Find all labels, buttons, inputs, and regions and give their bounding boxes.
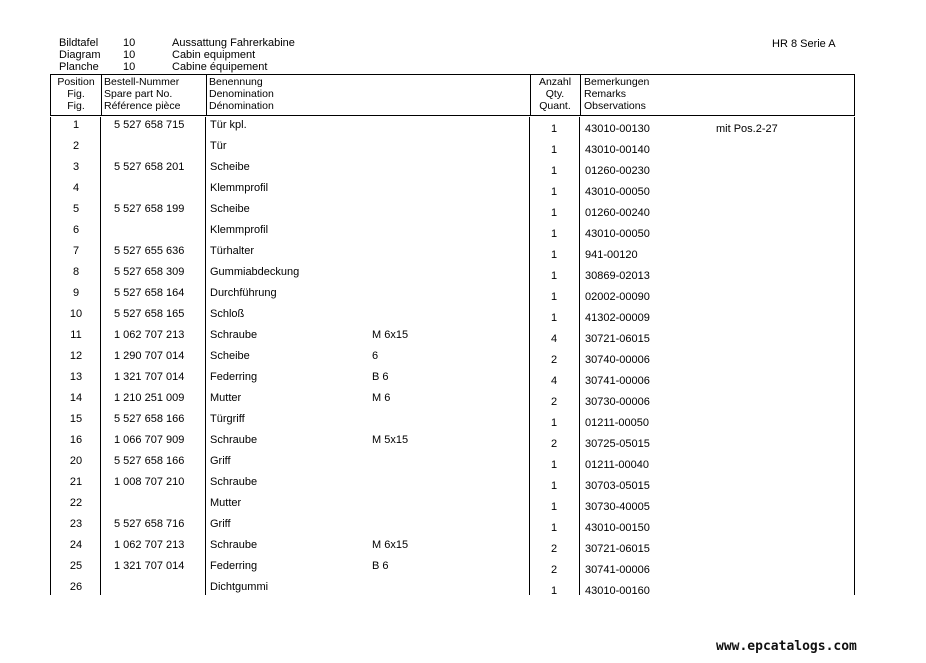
row-part-number: 5 527 658 166 — [114, 455, 185, 467]
row-qty: 1 — [550, 123, 558, 135]
row-name: Tür — [210, 140, 227, 152]
col-position-fr: Fig. — [67, 100, 85, 112]
col-name-en: Denomination — [209, 88, 274, 100]
table-row — [50, 497, 856, 517]
row-position: 2 — [72, 140, 80, 152]
row-remark: 30721-06015 — [585, 543, 650, 555]
row-note: mit Pos.2-27 — [716, 123, 778, 135]
header-title: Aussattung Fahrerkabine — [172, 37, 295, 49]
row-position: 11 — [70, 329, 82, 341]
row-position: 21 — [69, 476, 83, 488]
table-row — [50, 119, 856, 139]
row-position: 25 — [69, 560, 83, 572]
row-part-number: 5 527 658 164 — [114, 287, 185, 299]
col-part-number — [104, 75, 204, 115]
row-remark: 43010-00150 — [585, 522, 650, 534]
row-remark: 02002-00090 — [585, 291, 650, 303]
header-number: 10 — [123, 61, 136, 73]
row-position: 4 — [72, 182, 80, 194]
col-position — [51, 75, 101, 115]
table-row — [50, 539, 856, 559]
row-name: Schraube — [210, 539, 258, 551]
row-position: 20 — [69, 455, 83, 467]
col-remarks-en: Remarks — [584, 88, 627, 100]
header-label: Planche — [59, 61, 99, 73]
row-name: Durchführung — [210, 287, 277, 299]
col-quantity — [533, 75, 577, 115]
table-row — [50, 581, 856, 601]
table-row — [50, 329, 856, 349]
col-part-de: Bestell-Nummer — [104, 76, 180, 88]
row-position: 12 — [69, 350, 83, 362]
row-part-number: 1 008 707 210 — [114, 476, 185, 488]
row-remark: 30730-40005 — [585, 501, 650, 513]
row-remark: 941-00120 — [585, 249, 638, 261]
row-position: 10 — [69, 308, 83, 320]
col-qty-de: Anzahl — [538, 76, 572, 88]
table-row — [50, 392, 856, 412]
row-name: Dichtgummi — [210, 581, 269, 593]
header-label: Bildtafel — [59, 37, 99, 49]
row-qty: 1 — [550, 480, 558, 492]
row-qty: 1 — [550, 417, 558, 429]
col-name-de: Benennung — [209, 76, 263, 88]
row-remark: 30721-06015 — [585, 333, 650, 345]
row-position: 7 — [72, 245, 80, 257]
row-qty: 1 — [550, 291, 558, 303]
col-denomination — [209, 75, 409, 115]
col-qty-en: Qty. — [545, 88, 565, 100]
row-name: Scheibe — [210, 161, 250, 173]
row-remark: 30703-05015 — [585, 480, 650, 492]
table-row — [50, 182, 856, 202]
header-title: Cabine équipement — [172, 61, 268, 73]
row-part-number: 5 527 658 715 — [114, 119, 185, 131]
row-qty: 2 — [550, 438, 558, 450]
col-divider — [530, 75, 531, 115]
row-qty: 1 — [550, 522, 558, 534]
col-remarks-fr: Observations — [584, 100, 646, 112]
row-position: 23 — [69, 518, 83, 530]
col-part-fr: Référence pièce — [104, 100, 181, 112]
row-qty: 1 — [550, 270, 558, 282]
col-remarks-de: Bemerkungen — [584, 76, 650, 88]
row-part-number: 1 210 251 009 — [114, 392, 185, 404]
row-part-number: 5 527 658 201 — [114, 161, 185, 173]
row-remark: 43010-00130 — [585, 123, 650, 135]
row-qty: 1 — [550, 207, 558, 219]
table-row — [50, 266, 856, 286]
row-name: Klemmprofil — [210, 182, 269, 194]
row-remark: 01260-00240 — [585, 207, 650, 219]
header-number: 10 — [123, 37, 136, 49]
row-name: Klemmprofil — [210, 224, 269, 236]
header-title: Cabin equipment — [172, 49, 256, 61]
table-row — [50, 350, 856, 370]
row-part-number: 5 527 655 636 — [114, 245, 185, 257]
row-spec: B 6 — [372, 560, 389, 572]
row-part-number: 1 066 707 909 — [114, 434, 185, 446]
row-part-number: 1 062 707 213 — [114, 539, 185, 551]
table-row — [50, 476, 856, 496]
row-qty: 1 — [550, 501, 558, 513]
table-row — [50, 245, 856, 265]
row-position: 9 — [72, 287, 80, 299]
series-label: HR 8 Serie A — [772, 38, 836, 50]
row-qty: 1 — [550, 144, 558, 156]
row-remark: 30740-00006 — [585, 354, 650, 366]
row-position: 14 — [69, 392, 83, 404]
table-row — [50, 413, 856, 433]
row-qty: 1 — [550, 228, 558, 240]
row-name: Griff — [210, 518, 231, 530]
row-qty: 2 — [550, 396, 558, 408]
diagram-header — [59, 37, 359, 73]
col-qty-fr: Quant. — [539, 100, 571, 112]
row-name: Mutter — [210, 497, 242, 509]
row-remark: 30869-02013 — [585, 270, 650, 282]
row-remark: 30741-00006 — [585, 375, 650, 387]
column-header — [50, 74, 855, 116]
row-part-number: 5 527 658 716 — [114, 518, 185, 530]
col-remarks — [584, 75, 734, 115]
table-row — [50, 371, 856, 391]
row-qty: 1 — [550, 585, 558, 597]
row-part-number: 5 527 658 199 — [114, 203, 185, 215]
row-name: Türgriff — [210, 413, 245, 425]
row-position: 6 — [72, 224, 80, 236]
row-spec: M 6 — [372, 392, 391, 404]
row-part-number: 5 527 658 165 — [114, 308, 185, 320]
row-remark: 43010-00050 — [585, 228, 650, 240]
row-part-number: 1 321 707 014 — [114, 371, 185, 383]
row-position: 26 — [69, 581, 83, 593]
table-row — [50, 224, 856, 244]
header-number: 10 — [123, 49, 136, 61]
col-part-en: Spare part No. — [104, 88, 173, 100]
row-name: Schraube — [210, 476, 258, 488]
row-qty: 1 — [550, 249, 558, 261]
table-row — [50, 161, 856, 181]
row-position: 15 — [69, 413, 83, 425]
row-name: Schraube — [210, 329, 258, 341]
row-part-number: 1 321 707 014 — [114, 560, 185, 572]
table-row — [50, 455, 856, 475]
row-remark: 41302-00009 — [585, 312, 650, 324]
row-remark: 30730-00006 — [585, 396, 650, 408]
row-name: Gummiabdeckung — [210, 266, 300, 278]
row-name: Türhalter — [210, 245, 255, 257]
row-name: Federring — [210, 371, 258, 383]
row-spec: M 6x15 — [372, 539, 409, 551]
col-divider — [580, 75, 581, 115]
row-position: 8 — [72, 266, 80, 278]
row-remark: 30741-00006 — [585, 564, 650, 576]
row-position: 3 — [72, 161, 80, 173]
row-name: Federring — [210, 560, 258, 572]
row-spec: M 6x15 — [372, 329, 409, 341]
table-row — [50, 140, 856, 160]
row-remark: 43010-00050 — [585, 186, 650, 198]
row-remark: 01211-00040 — [585, 459, 650, 471]
col-position-de: Position — [57, 76, 95, 88]
row-qty: 1 — [550, 165, 558, 177]
row-name: Tür kpl. — [210, 119, 247, 131]
row-position: 1 — [72, 119, 80, 131]
table-row — [50, 308, 856, 328]
row-qty: 4 — [550, 375, 558, 387]
row-remark: 01211-00050 — [585, 417, 650, 429]
row-spec: 6 — [372, 350, 379, 362]
row-position: 13 — [69, 371, 83, 383]
col-divider — [206, 75, 207, 115]
watermark-link[interactable]: www.epcatalogs.com — [716, 639, 857, 654]
table-row — [50, 518, 856, 538]
row-position: 16 — [69, 434, 83, 446]
row-remark: 30725-05015 — [585, 438, 650, 450]
col-name-fr: Dénomination — [209, 100, 274, 112]
row-position: 5 — [72, 203, 80, 215]
row-remark: 01260-00230 — [585, 165, 650, 177]
row-remark: 43010-00140 — [585, 144, 650, 156]
row-name: Mutter — [210, 392, 242, 404]
row-qty: 2 — [550, 564, 558, 576]
row-qty: 2 — [550, 354, 558, 366]
row-name: Scheibe — [210, 203, 250, 215]
row-spec: B 6 — [372, 371, 389, 383]
row-name: Griff — [210, 455, 231, 467]
row-name: Schloß — [210, 308, 245, 320]
table-row — [50, 434, 856, 454]
row-qty: 4 — [550, 333, 558, 345]
table-row — [50, 560, 856, 580]
row-part-number: 1 290 707 014 — [114, 350, 185, 362]
row-qty: 1 — [550, 186, 558, 198]
row-part-number: 1 062 707 213 — [114, 329, 185, 341]
row-part-number: 5 527 658 166 — [114, 413, 185, 425]
row-name: Scheibe — [210, 350, 250, 362]
table-row — [50, 287, 856, 307]
row-position: 22 — [69, 497, 83, 509]
col-position-en: Fig. — [67, 88, 85, 100]
row-qty: 2 — [550, 543, 558, 555]
row-qty: 1 — [550, 312, 558, 324]
row-qty: 1 — [550, 459, 558, 471]
row-spec: M 5x15 — [372, 434, 409, 446]
row-remark: 43010-00160 — [585, 585, 650, 597]
row-part-number: 5 527 658 309 — [114, 266, 185, 278]
row-name: Schraube — [210, 434, 258, 446]
header-label: Diagram — [59, 49, 101, 61]
col-divider — [101, 75, 102, 115]
row-position: 24 — [69, 539, 83, 551]
table-row — [50, 203, 856, 223]
